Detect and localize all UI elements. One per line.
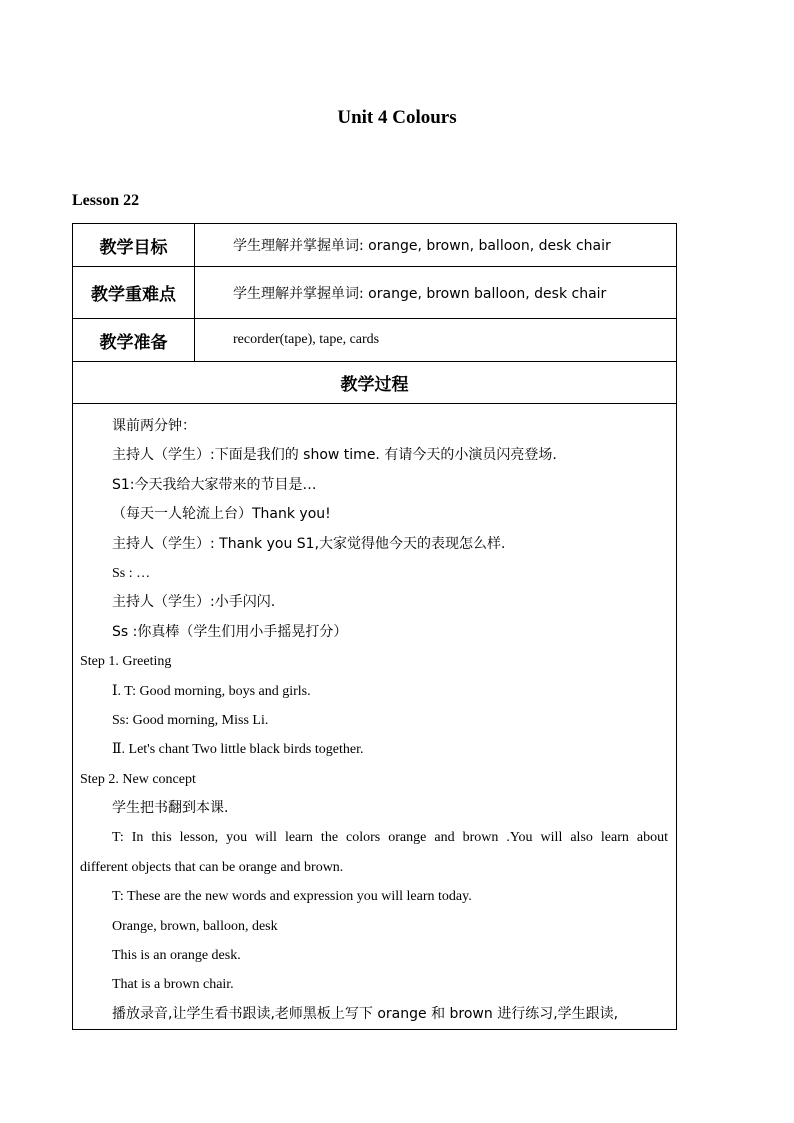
objectives-text: 学生理解并掌握单词: orange, brown, balloon, desk chair (233, 238, 611, 254)
process-line: Ss : … (112, 565, 151, 581)
process-line: 学生把书翻到本课. (112, 800, 229, 817)
step-heading: Step 1. Greeting (80, 654, 172, 670)
row-label: 教学目标 (73, 224, 195, 267)
process-line: Orange, brown, balloon, desk (112, 918, 278, 934)
process-line: 课前两分钟： (112, 418, 196, 434)
process-body (73, 404, 677, 1030)
lesson-plan-table (72, 223, 677, 1030)
process-line: T: In this lesson, you will learn the colors orange and brown .You will also learn about (112, 830, 668, 846)
row-label: 教学重难点 (73, 267, 195, 319)
row-label: 教学准备 (73, 319, 195, 362)
process-line: different objects that can be orange and brown. (80, 859, 344, 875)
lesson-label: Lesson 22 (72, 192, 140, 209)
step-heading: Step 2. New concept (80, 771, 196, 787)
key-points-text: 学生理解并掌握单词: orange, brown balloon, desk chair (233, 285, 607, 302)
process-line: Ⅰ. T: Good morning, boys and girls. (112, 683, 311, 699)
process-line: 主持人（学生）:小手闪闪. (112, 594, 276, 611)
process-header: 教学过程 (73, 362, 677, 404)
process-line: 主持人（学生）:下面是我们的 show time. 有请今天的小演员闪亮登场. (112, 447, 557, 464)
table-row-process-header (73, 362, 677, 404)
process-line: 主持人（学生）: Thank you S1,大家觉得他今天的表现怎么样. (112, 535, 506, 552)
table-row-key-points (73, 267, 677, 319)
process-line: That is a brown chair. (112, 977, 234, 993)
row-value (195, 267, 677, 319)
process-line: S1:今天我给大家带来的节目是… (112, 476, 317, 493)
row-value (195, 224, 677, 267)
table-row-objectives (73, 224, 677, 267)
process-line: （每天一人轮流上台）Thank you! (112, 506, 331, 523)
process-line: This is an orange desk. (112, 948, 241, 964)
preparation-text: recorder(tape), tape, cards (233, 332, 380, 347)
process-line: T: These are the new words and expression you will learn today. (112, 889, 472, 905)
process-line: Ss: Good morning, Miss Li. (112, 712, 269, 728)
process-line: Ⅱ. Let's chant Two little black birds together. (112, 742, 364, 758)
page-title: Unit 4 Colours (337, 107, 457, 128)
row-value (195, 319, 677, 362)
process-line: 播放录音,让学生看书跟读,老师黑板上写下 orange 和 brown 进行练习,学生跟读, (112, 1005, 619, 1022)
process-line: Ss :你真棒（学生们用小手摇晃打分） (112, 623, 348, 640)
table-row-process-body (73, 404, 677, 1030)
table-row-preparation (73, 319, 677, 362)
